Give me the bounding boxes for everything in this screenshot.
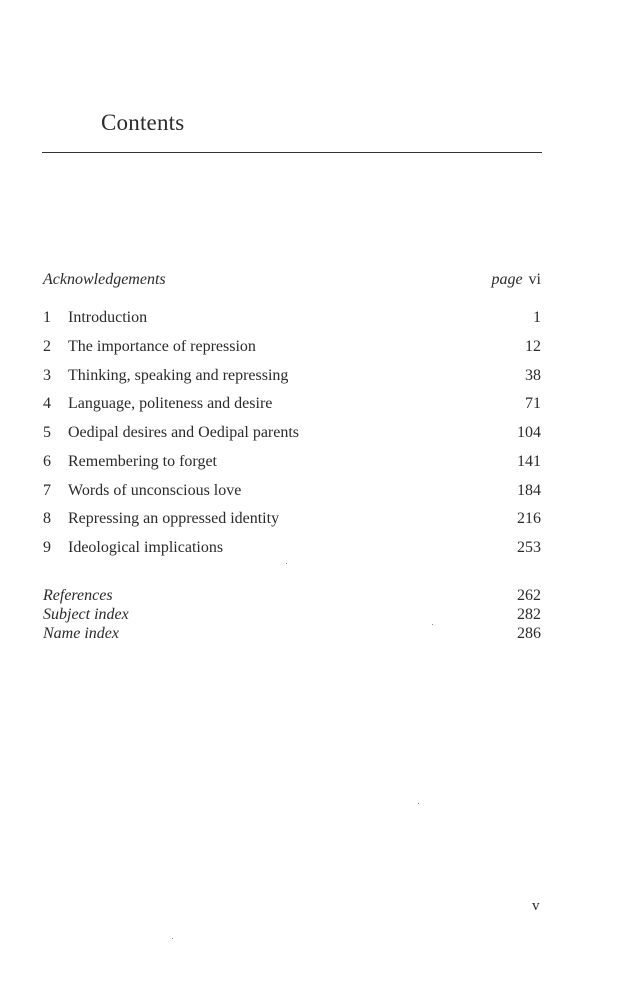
entry-page-number: vi — [528, 271, 541, 288]
toc-back-matter-row — [43, 586, 541, 605]
chapter-page: 1 — [533, 309, 541, 326]
chapter-title: Remembering to forget — [68, 453, 217, 470]
chapter-number: 5 — [43, 424, 51, 441]
chapter-page: 71 — [525, 395, 541, 412]
back-matter-page: 282 — [517, 606, 541, 623]
chapter-page: 12 — [525, 338, 541, 355]
chapter-title: The importance of repression — [68, 338, 256, 355]
back-matter-label: Subject index — [43, 606, 129, 623]
chapter-number: 8 — [43, 510, 51, 527]
entry-page — [491, 269, 541, 291]
scan-speck — [172, 938, 173, 939]
back-matter-label: References — [43, 587, 113, 604]
chapter-number: 9 — [43, 539, 51, 556]
toc-chapter-row — [43, 451, 541, 473]
scan-speck — [432, 624, 433, 625]
toc-back-matter-row — [43, 605, 541, 624]
chapter-page: 38 — [525, 367, 541, 384]
toc-chapter-row — [43, 336, 541, 358]
toc-entry-acknowledgements — [43, 269, 541, 291]
title-rule — [42, 152, 542, 153]
chapter-number: 6 — [43, 453, 51, 470]
toc-chapter-row — [43, 508, 541, 530]
toc-chapter-row — [43, 307, 541, 329]
scan-speck — [418, 803, 419, 804]
chapter-number: 1 — [43, 309, 51, 326]
chapter-number: 4 — [43, 395, 51, 412]
chapter-page: 253 — [517, 539, 541, 556]
back-matter-page: 286 — [517, 625, 541, 642]
chapter-page: 141 — [517, 453, 541, 470]
chapter-number: 7 — [43, 482, 51, 499]
page-prefix: page — [491, 271, 523, 288]
toc-chapter-row — [43, 393, 541, 415]
chapter-title: Language, politeness and desire — [68, 395, 273, 412]
chapter-page: 184 — [517, 482, 541, 499]
toc-chapter-row — [43, 480, 541, 502]
toc-back-matter-row — [43, 624, 541, 643]
chapter-title: Oedipal desires and Oedipal parents — [68, 424, 300, 441]
back-matter-page: 262 — [517, 587, 541, 604]
scan-speck — [286, 563, 287, 564]
chapter-title: Repressing an oppressed identity — [68, 510, 280, 527]
entry-label: Acknowledgements — [43, 271, 166, 288]
toc-chapter-row — [43, 422, 541, 444]
chapter-title: Ideological implications — [68, 539, 224, 556]
page-title: Contents — [101, 110, 185, 135]
chapter-page: 104 — [517, 424, 541, 441]
chapter-title: Thinking, speaking and repressing — [68, 367, 289, 384]
back-matter-label: Name index — [43, 625, 119, 642]
chapter-number: 3 — [43, 367, 51, 384]
chapter-page: 216 — [517, 510, 541, 527]
toc-chapter-row — [43, 365, 541, 387]
page-folio: v — [532, 898, 540, 914]
chapter-number: 2 — [43, 338, 51, 355]
chapter-title: Introduction — [68, 309, 148, 326]
chapter-title: Words of unconscious love — [68, 482, 242, 499]
toc-chapter-row — [43, 537, 541, 559]
